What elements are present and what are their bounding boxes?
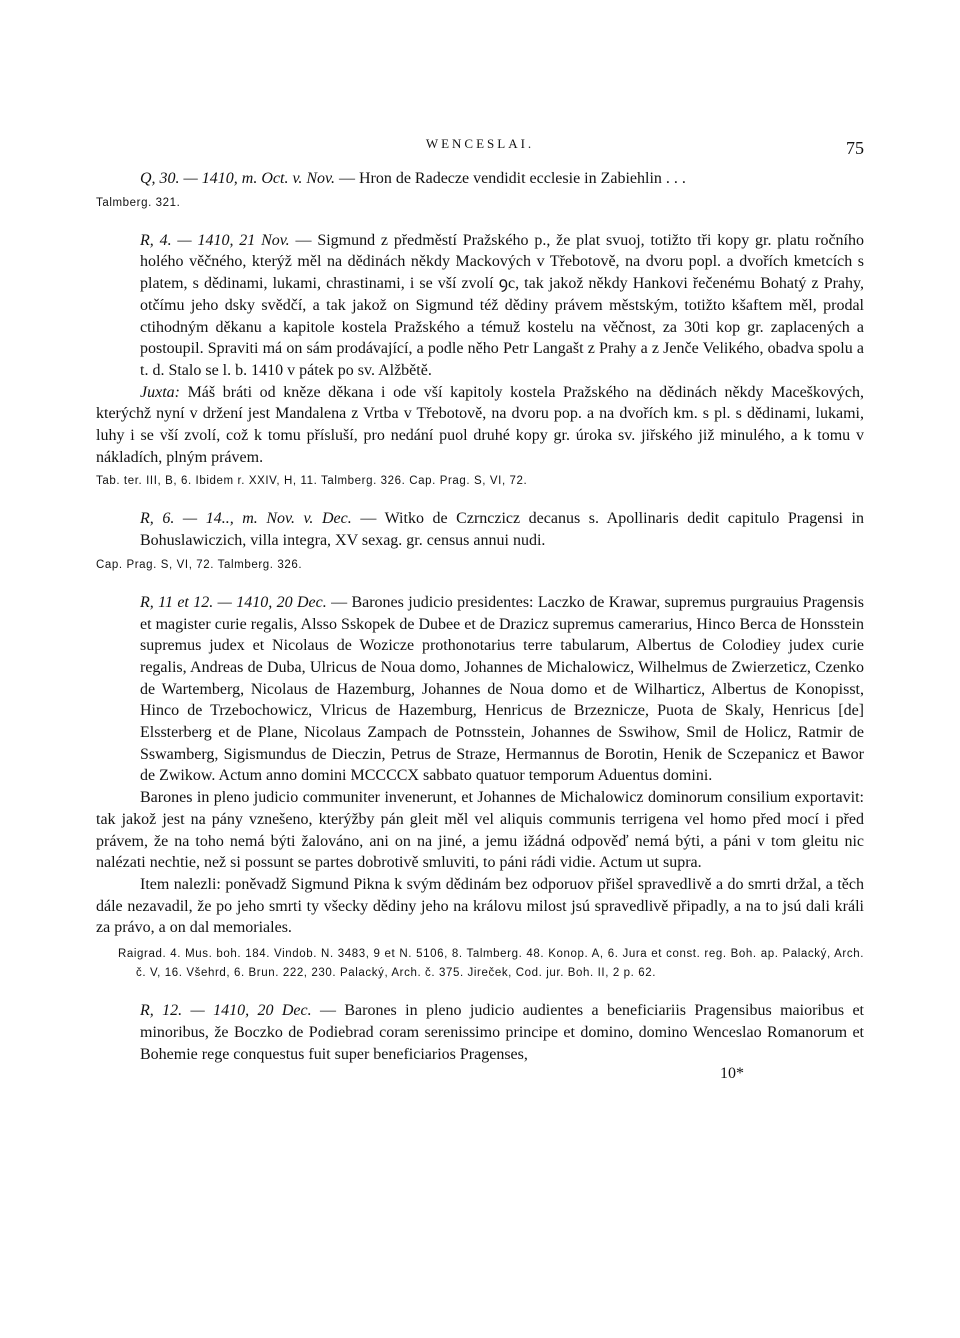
entry-body: — Sigmund z předměstí Pražského p., že plat svuoj, totižto tři kopy gr. platu ročního holého věčného, kterýž měl na dědinách někdy Mackových v Třebotově, na dvoru popl. a dvořích kmetcích s platem, s dědinami, lukami, chrastinami, i se vší zvolí ꝯc, tak jakož někdy Hankovi řečenému Bohatý z Prahy, otčímu jeho dsky svědčí, a tak jakož on Sigmund též dědiny právem městským, totižto kšaftem měl, prodal ctihodným děkanu a kapitole kostela Pražského a témuž kostelu na věčnost, za 30ti kop gr. zaplacených a postoupil. Spraviti má on sám prodávající, a podle něho Petr Langašt z Prahy a z Jenče Velikého, obadva spolu a t. d. Stalo se l. b. 1410 v pátek po sv. Alžbětě.: [140, 231, 864, 379]
entry-heading: R, 4. — 1410, 21 Nov.: [140, 231, 290, 249]
juxta-label: Juxta:: [140, 383, 180, 401]
entry-text: [96, 230, 864, 382]
entry-paragraph: Barones in pleno judicio communiter invenerunt, et Johannes de Michalowicz dominorum consilium exportavit: tak jakož jest na pány vznešeno, kterýžby pán gleit měl vel aliquis communis terrigena vel homo před mocí i před právem, že na toho nemá býti žalováno, ani on na jiné, a jemu ižádná odpověď nemá býti, a páni v tom gleitu nic nalézati nechtie, než si possunt se partes dobrotivě smluviti, to páni rádi vidie. Actum ut supra.: [96, 789, 864, 872]
entry: [96, 508, 864, 574]
entry-heading: R, 6. — 14.., m. Nov. v. Dec.: [140, 510, 352, 528]
juxta-paragraph: [96, 382, 864, 469]
entry-gap: [96, 575, 864, 592]
entry-reference: Cap. Prag. S, VI, 72. Talmberg. 326.: [96, 558, 303, 571]
entry-heading: Q, 30. — 1410, m. Oct. v. Nov.: [140, 170, 335, 187]
signature-mark: 10*: [720, 1065, 744, 1083]
entry-text: [96, 168, 864, 190]
entry-reference: Talmberg. 321.: [96, 196, 181, 209]
entry-gap: [96, 213, 864, 230]
entry-text: [96, 508, 864, 551]
entry-body: — Barones in pleno judicio audientes a beneficiariis Pragensibus maioribus et minoribus, že Boczko de Podiebrad coram serenissimo principe et domino, domino Wenceslao Romanorum et Bohemie rege conquestus fuit super beneficiarios Pragenses,: [140, 1002, 864, 1063]
entry: [96, 230, 864, 492]
entry-paragraph: Item nalezli: poněvadž Sigmund Pikna k svým dědinám bez odporuov přišel spravedlivě a do smrti držal, a těch dále nezavadil, že po jeho smrti ty všecky dědiny jeho na královu milost jsú spravedlivě připadly, a na to jsú dali králi za právo, a on dal memoriales.: [96, 875, 864, 937]
juxta-text: Máš bráti od kněze děkana i ode vší kapitoly kostela Pražského na dědinách někdy Maceškových, kterýchž nyní v držení jest Mandalena z Vrtba v Třebotově, na dvoru pop. a na dvořích km. s pl. s dědinami, lukami, luhy i se vší zvolí, což k tomu přísluší, pro nedání puol druhé kopy gr. úroka sv. jiřského již minulého, a k tomu v nákladích, plným právem.: [96, 383, 864, 466]
entry-reference: Tab. ter. III, B, 6. Ibidem r. XXIV, H, 11. Talmberg. 326. Cap. Prag. S, VI, 72.: [96, 475, 528, 488]
entry-gap: [96, 983, 864, 1000]
entry-text: [96, 592, 864, 787]
entry-gap: [96, 491, 864, 508]
entry: [96, 168, 864, 213]
entry: [96, 1000, 864, 1065]
entry-heading: R, 12. — 1410, 20 Dec.: [140, 1002, 312, 1020]
entry-reference: Raigrad. 4. Mus. boh. 184. Vindob. N. 3483, 9 et N. 5106, 8. Talmberg. 48. Konop. A, 6. Jura et const. reg. Boh. ap. Palacký, Arch. č. V, 16. Všehrd, 6. Brun. 222, 230. Palacký, Arch. č. 375. Jireček, Cod. jur. Boh. II, 2 p. 62.: [118, 948, 864, 980]
running-head: [96, 136, 864, 164]
entry-text: [96, 1000, 864, 1065]
entry-body: — Hron de Radecze vendidit ecclesie in Zabiehlin . . .: [334, 170, 686, 187]
page-content: [96, 168, 864, 1099]
entry-body: — Barones judicio presidentes: Laczko de Krawar, supremus purgrauius Pragensis et magister curie regalis, Alsso Sskopek de Dubee et de Drazicz supremus camerarius, Hinco Berca de Honsstein supremus judex et Nicolaus de Wozicze prothonotarius terre tabularum, Albertus de Colodiey judex curie regalis, Andreas de Duba, Ulricus de Noua domo, Johannes de Michalowicz, Wilhelmus de Zwierzeticz, Czenko de Wartemberg, Nicolaus de Hazemburg, Johannes de Noua domo et de Wilharticz, Albertus de Konopisst, Hinco de Trzebochowicz, Vlricus de Hazemburg, Henricus de Brzeznicze, Puota de Skaly, Henricus [de] Elssterberg et de Plane, Nicolaus Zampach de Potnsstein, Johannes de Sswihow, Smil de Holicz, Ratmir de Sswamberg, Sigismundus de Dieczin, Petrus de Straze, Hermannus de Borotin, Henik de Sczepanicz et Bawor de Zwikow. Actum anno domini MCCCCX sabbato quatuor temporum Aduentus domini.: [140, 593, 865, 785]
entry-heading: R, 11 et 12. — 1410, 20 Dec.: [140, 593, 327, 611]
entry-body: — Witko de Czrnczicz decanus s. Apollinaris dedit capitulo Pragensi in Bohuslawiczich, villa integra, XV sexag. gr. census annui nudi.: [140, 510, 864, 550]
page-number: 75: [846, 138, 864, 158]
entry: [96, 592, 864, 983]
running-title: WENCESLAI.: [425, 136, 535, 151]
